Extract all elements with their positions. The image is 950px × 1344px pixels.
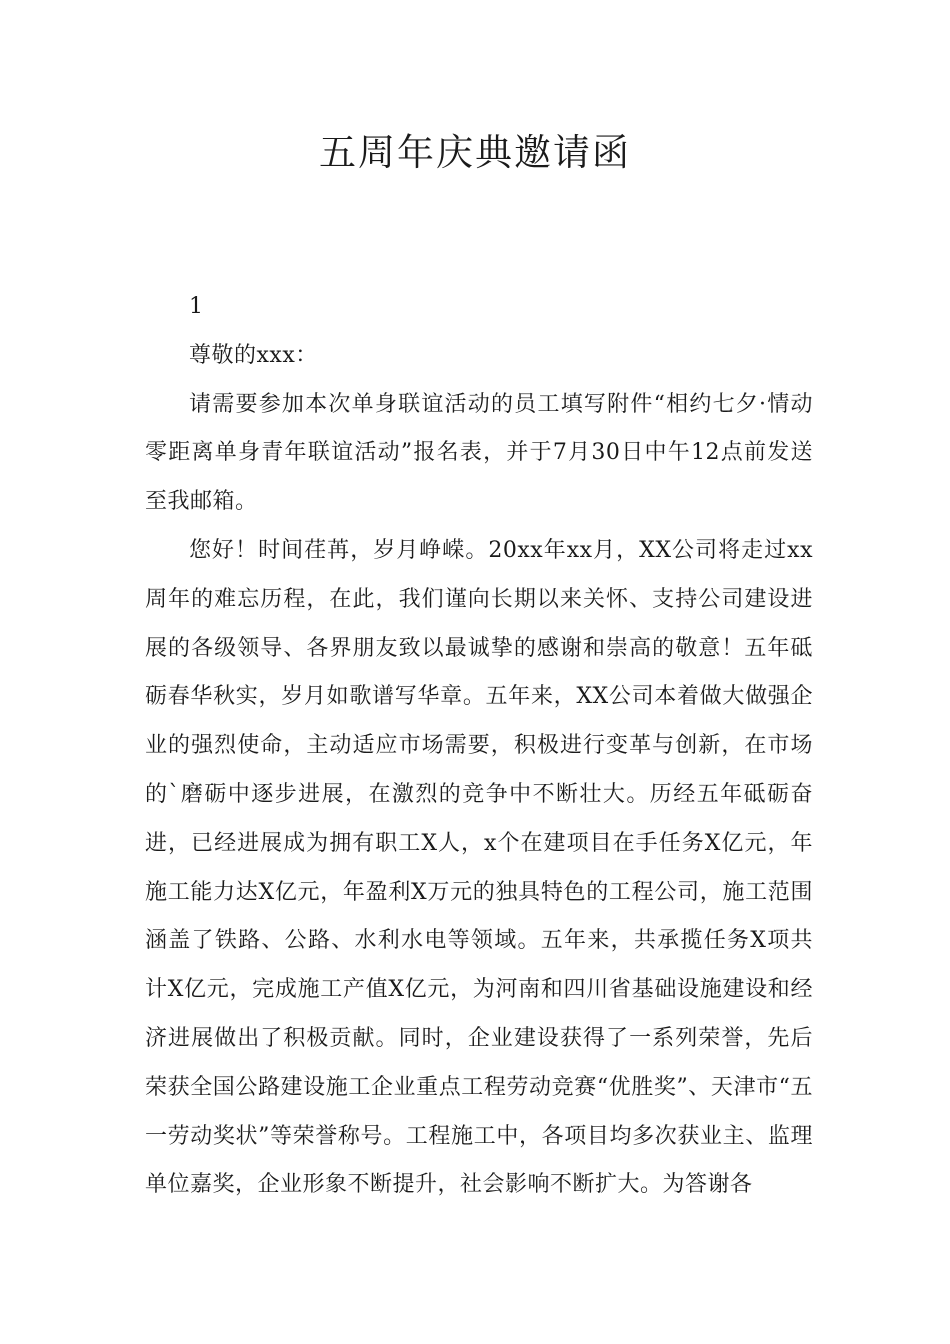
paragraph-registration: 请需要参加本次单身联谊活动的员工填写附件“相约七夕·情动零距离单身青年联谊活动”报名表，并于7月30日中午12点前发送至我邮箱。 <box>145 391 813 515</box>
document-body <box>145 283 813 1210</box>
salutation: 尊敬的xxx： <box>189 342 318 368</box>
paragraph-invitation: 您好！时间荏苒，岁月峥嵘。20xx年xx月，XX公司将走过xx周年的难忘历程，在此，我们谨向长期以来关怀、支持公司建设进展的各级领导、各界朋友致以最诚挚的感谢和崇高的敬意！五年砥砺春华秋实，岁月如歌谱写华章。五年来，XX公司本着做大做强企业的强烈使命，主动适应市场需要，积极进行变革与创新，在市场的`磨砺中逐步进展，在激烈的竞争中不断壮大。历经五年砥砺奋进，已经进展成为拥有职工X人，x个在建项目在手任务X亿元，年施工能力达X亿元，年盈利X万元的独具特色的工程公司，施工范围涵盖了铁路、公路、水利水电等领域。五年来，共承揽任务X项共计X亿元，完成施工产值X亿元，为河南和四川省基础设施建设和经济进展做出了积极贡献。同时，企业建设获得了一系列荣誉，先后荣获全国公路建设施工企业重点工程劳动竞赛“优胜奖”、天津市“五一劳动奖状”等荣誉称号。工程施工中，各项目均多次获业主、监理单位嘉奖，企业形象不断提升，社会影响不断扩大。为答谢各 <box>145 537 813 1198</box>
document-title: 五周年庆典邀请函 <box>319 131 631 174</box>
number-line: 1 <box>189 294 204 319</box>
